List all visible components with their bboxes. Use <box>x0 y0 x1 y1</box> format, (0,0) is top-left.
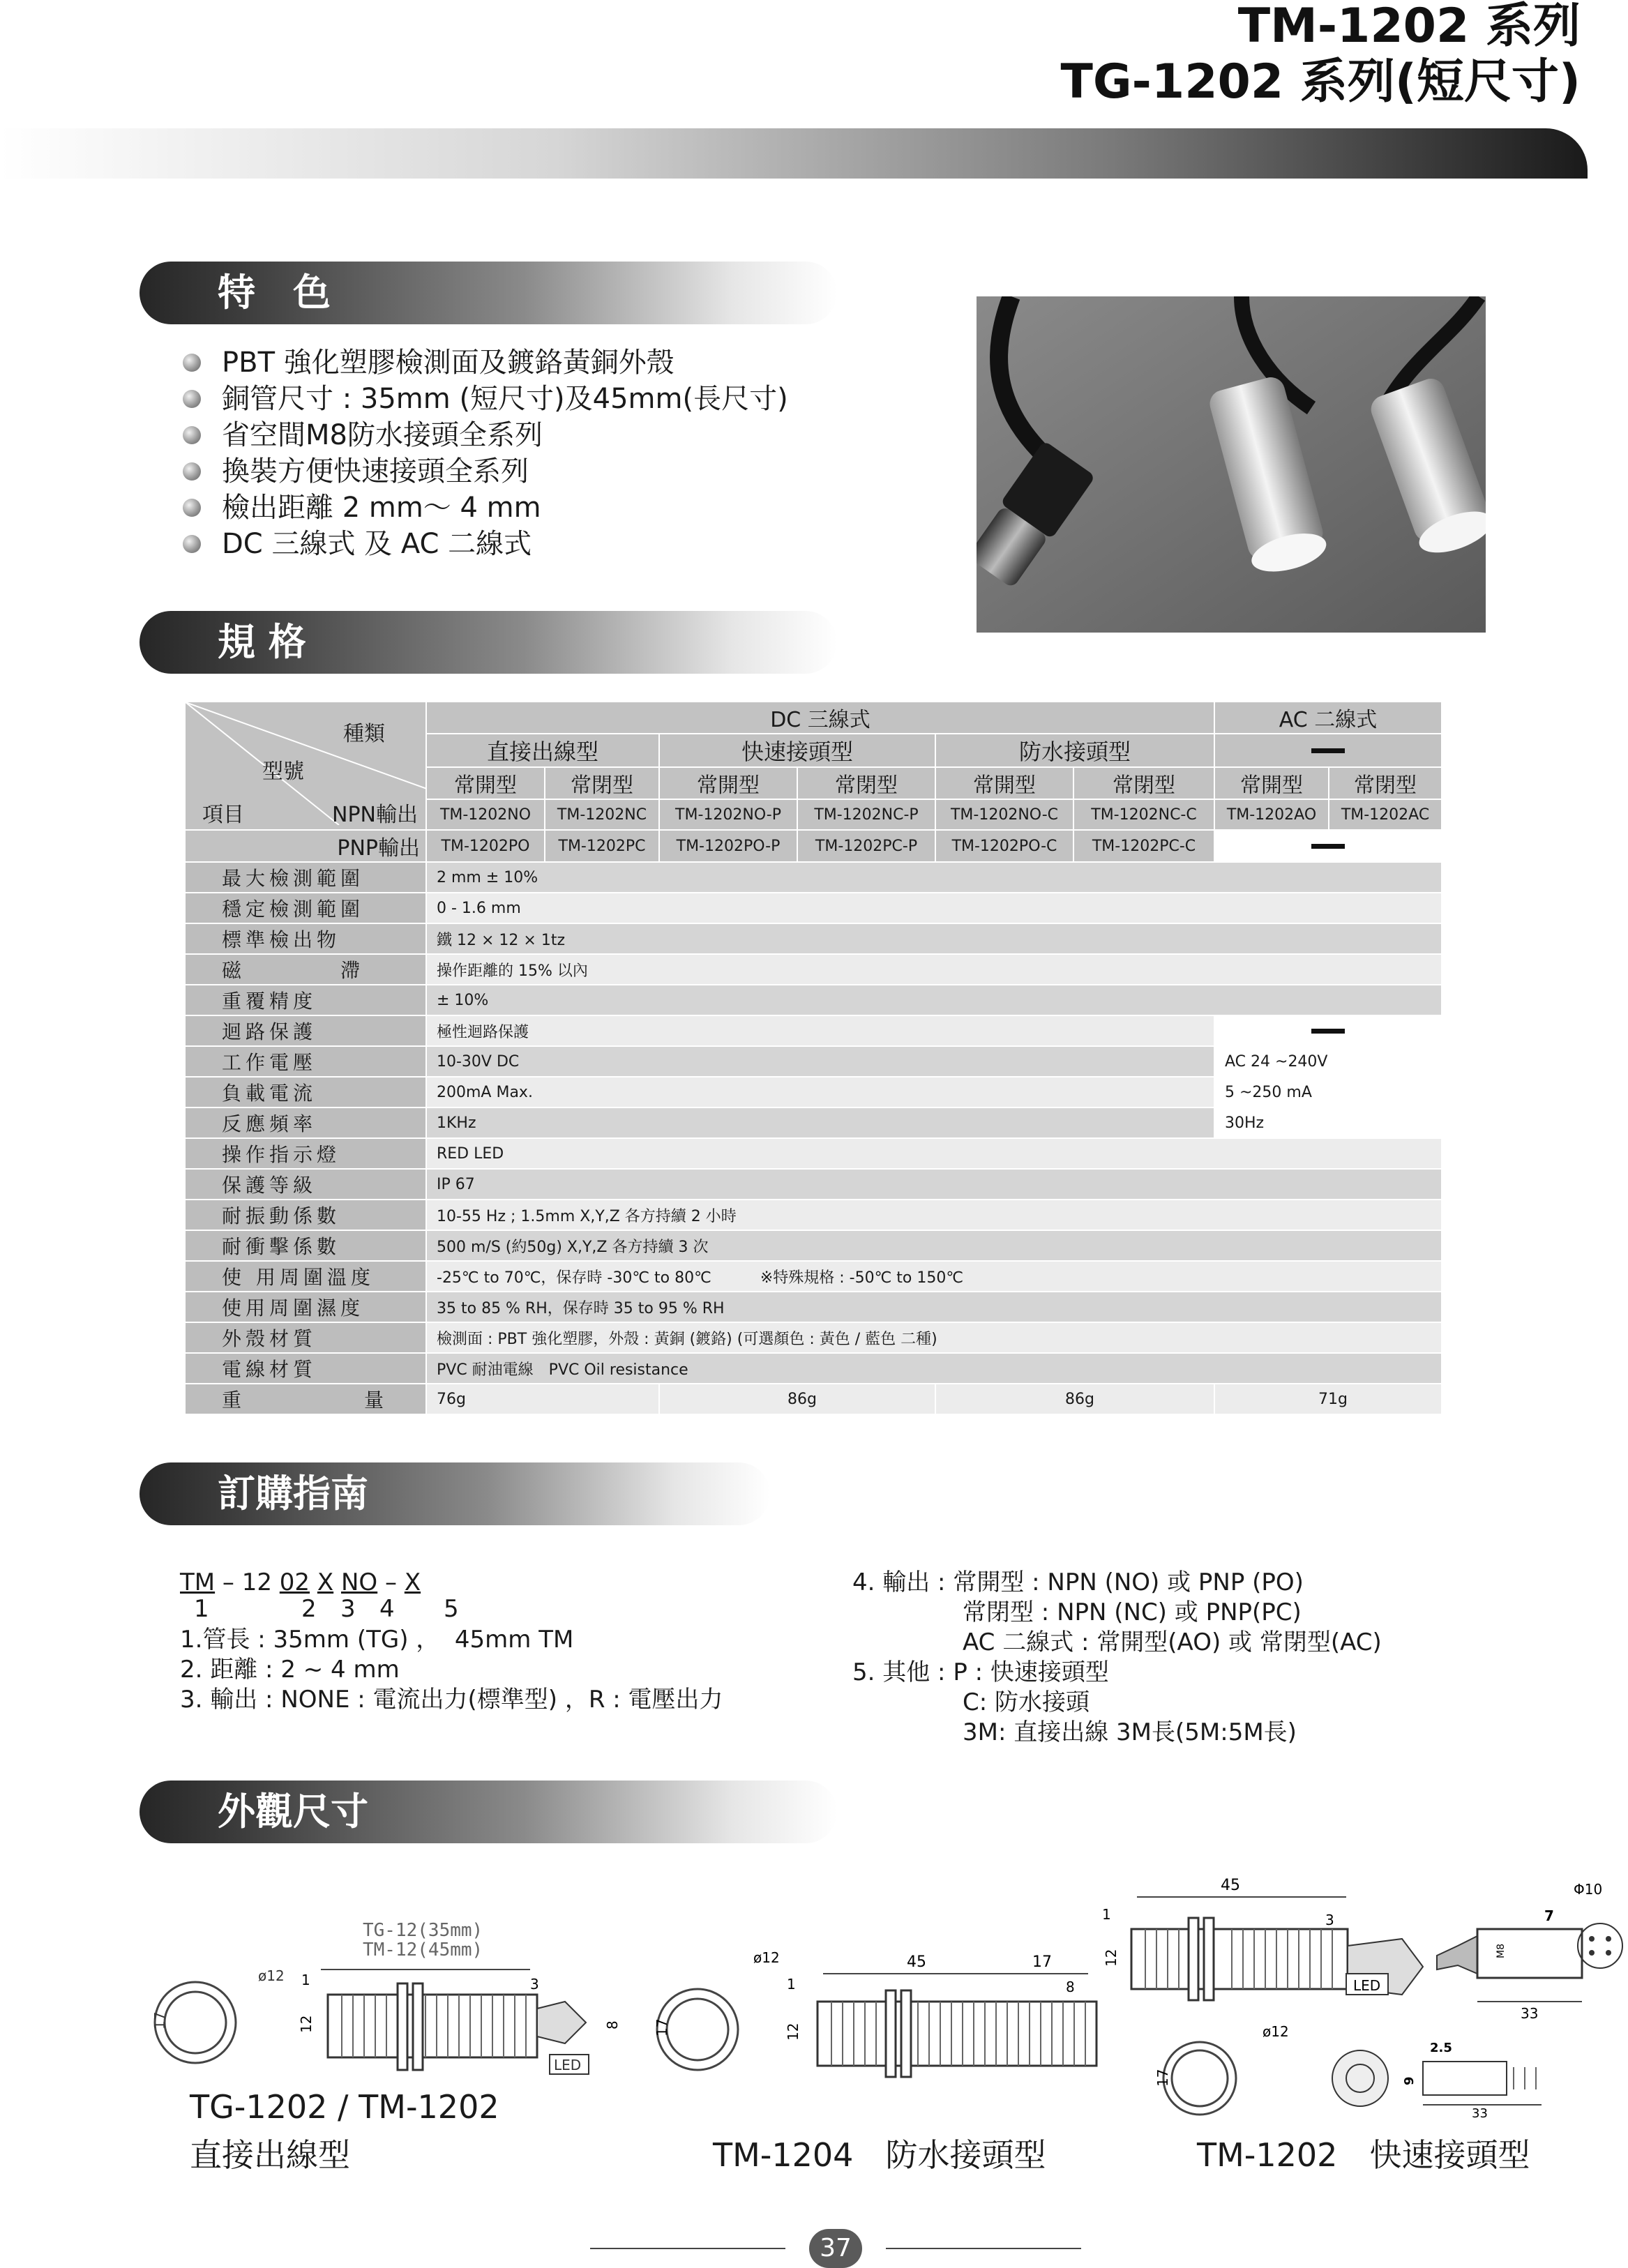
section-specs: 規 格 <box>140 611 837 674</box>
order-line: 3M: 直接出線 3M長(5M:5M長) <box>963 1718 1297 1746</box>
spec-label: 耐衝擊係數 <box>185 1230 426 1261</box>
spec-label: 重 量 <box>185 1384 426 1414</box>
nc-label: 常閉型 <box>1073 767 1214 799</box>
spec-label: 負載電流 <box>185 1077 426 1107</box>
weight-value: 86g <box>659 1384 935 1414</box>
ac-protection-dash <box>1214 1015 1442 1046</box>
product-photo <box>977 296 1486 633</box>
bullet-icon <box>183 426 201 444</box>
spec-value: 35 to 85 % RH，保存時 35 to 95 % RH <box>426 1292 1442 1322</box>
group-quick: 快速接頭型 <box>659 734 935 767</box>
npn-model: TM-1202NC-P <box>797 799 935 830</box>
d1: 1 <box>787 1976 796 1993</box>
ac-na-dash <box>1214 734 1442 767</box>
spec-value: IP 67 <box>426 1169 1442 1200</box>
section-dimensions: 外觀尺寸 <box>140 1781 837 1843</box>
spec-ac-value: 5 ~250 mA <box>1214 1077 1442 1107</box>
order-line: 4. 輸出 : 常開型 : NPN (NO) 或 PNP (PO) <box>852 1568 1304 1596</box>
pnp-model: TM-1202PO-C <box>935 830 1073 862</box>
section-order: 訂購指南 <box>140 1462 770 1525</box>
d12: 12 <box>785 2023 801 2041</box>
order-line: 常閉型 : NPN (NC) 或 PNP(PC) <box>963 1598 1302 1626</box>
m8-label: M8 <box>1495 1944 1507 1958</box>
spec-label: 標準檢出物 <box>185 923 426 954</box>
group-waterproof: 防水接頭型 <box>935 734 1214 767</box>
section-features: 特 色 <box>140 262 837 324</box>
spec-value: PVC 耐油電線 PVC Oil resistance <box>426 1353 1442 1384</box>
weight-value: 76g <box>426 1384 659 1414</box>
npn-model: TM-1202NO-C <box>935 799 1073 830</box>
dc-title: DC 三線式 <box>426 702 1214 734</box>
nc-label: 常閉型 <box>797 767 935 799</box>
d12: 12 <box>1103 1949 1120 1967</box>
order-line: C: 防水接頭 <box>963 1688 1090 1716</box>
spec-label: 保護等級 <box>185 1169 426 1200</box>
phi: Φ10 <box>1574 1881 1603 1898</box>
d17: 17 <box>654 2018 670 2036</box>
feature-item: PBT 強化塑膠檢測面及鍍鉻黃銅外殼 <box>183 345 788 381</box>
pnp-model: TM-1202PC <box>545 830 659 862</box>
spec-value: RED LED <box>426 1138 1442 1169</box>
spec-label: 操作指示燈 <box>185 1138 426 1169</box>
pnp-model: TM-1202PC-P <box>797 830 935 862</box>
feature-item: 省空間M8防水接頭全系列 <box>183 417 788 453</box>
d17: 17 <box>1154 2069 1171 2087</box>
group-direct: 直接出線型 <box>426 734 659 767</box>
spec-label: 使用周圍濕度 <box>185 1292 426 1322</box>
spec-value: 500 m/S (約50g) X,Y,Z 各方持續 3 次 <box>426 1230 1442 1261</box>
no-label: 常開型 <box>659 767 797 799</box>
npn-model: TM-1202NC-C <box>1073 799 1214 830</box>
d3: 3 <box>530 1976 539 1993</box>
order-line: 2. 距離 : 2 ~ 4 mm <box>180 1656 400 1684</box>
order-num: 1 <box>194 1595 209 1623</box>
drawing-waterproof <box>642 1946 1144 2092</box>
drawing-direct-cable <box>140 1911 642 2085</box>
drawing-label: TG-1202 / TM-1202 <box>190 2088 499 2126</box>
spec-note: ※特殊規格 : -50℃ to 150℃ <box>760 1269 964 1287</box>
d1: 1 <box>1102 1906 1111 1923</box>
order-num: 3 <box>340 1595 356 1623</box>
order-line: 5. 其他 : P : 快速接頭型 <box>852 1658 1109 1686</box>
d25: 2.5 <box>1430 2041 1452 2055</box>
header-band <box>0 128 1588 179</box>
d17b: 17 <box>1032 1953 1052 1971</box>
weight-value: 86g <box>935 1384 1214 1414</box>
bullet-icon <box>183 462 201 481</box>
spec-value: 0 - 1.6 mm <box>426 893 1442 923</box>
corner-model: 型號 <box>262 759 304 784</box>
feature-list <box>183 345 788 562</box>
drawing-label: TM-1202 快速接頭型 <box>1197 2136 1530 2174</box>
led-label: LED <box>554 2057 582 2073</box>
weight-value: 71g <box>1214 1384 1442 1414</box>
dia-label: ø12 <box>753 1949 780 1966</box>
d12: 12 <box>298 2015 315 2033</box>
spec-label: 外殼材質 <box>185 1322 426 1353</box>
spec-table <box>184 701 1442 1415</box>
d45: 45 <box>1221 1877 1240 1894</box>
spec-value: 操作距離的 15% 以內 <box>426 954 1442 985</box>
spec-label: 耐振動係數 <box>185 1200 426 1230</box>
spec-value: 10-30V DC <box>426 1046 1214 1077</box>
led-label: LED <box>1353 1977 1381 1994</box>
bullet-icon <box>183 390 201 408</box>
corner-pnp: PNP輸出 <box>185 830 426 862</box>
spec-label: 反應頻率 <box>185 1107 426 1138</box>
spec-label: 磁 滯 <box>185 954 426 985</box>
header-title-line1: TM-1202 系列 <box>1237 0 1581 54</box>
spec-corner <box>185 702 426 830</box>
ac-title: AC 二線式 <box>1214 702 1442 734</box>
spec-label: 使 用周圍溫度 <box>185 1261 426 1292</box>
bullet-icon <box>183 499 201 517</box>
d17: 17 <box>151 2011 168 2029</box>
len-b: TM-12(45mm) <box>363 1940 483 1960</box>
d8: 8 <box>604 2020 621 2029</box>
corner-npn: NPN輸出 <box>332 803 418 827</box>
drawing-quick-connect <box>1095 1869 1625 2120</box>
no-label: 常開型 <box>935 767 1073 799</box>
d33: 33 <box>1521 2005 1539 2022</box>
spec-label: 穩定檢測範圍 <box>185 893 426 923</box>
order-num: 4 <box>379 1595 395 1623</box>
len-a: TG-12(35mm) <box>363 1920 483 1941</box>
npn-model: TM-1202AC <box>1329 799 1442 830</box>
spec-label: 迴路保護 <box>185 1015 426 1046</box>
feature-item: 銅管尺寸 : 35mm (短尺寸)及45mm(長尺寸) <box>183 381 788 417</box>
sensor-photo-icon <box>977 296 1486 633</box>
spec-value: 極性迴路保護 <box>426 1015 1214 1046</box>
order-line: 3. 輸出 : NONE : 電流出力(標準型) ，R : 電壓出力 <box>180 1686 723 1714</box>
pnp-model: TM-1202PC-C <box>1073 830 1214 862</box>
feature-item: 換裝方便快速接頭全系列 <box>183 453 788 490</box>
pnp-model: TM-1202PO <box>426 830 545 862</box>
order-line: AC 二線式 : 常開型(AO) 或 常閉型(AC) <box>963 1628 1382 1656</box>
order-num: 2 <box>301 1595 317 1623</box>
header-title-line2: TG-1202 系列(短尺寸) <box>1060 54 1581 109</box>
d7: 7 <box>1544 1907 1554 1924</box>
spec-label: 最大檢測範圍 <box>185 862 426 893</box>
spec-label: 重覆精度 <box>185 985 426 1015</box>
order-code: TM – 12 02 X NO – X <box>180 1568 421 1596</box>
d9: 9 <box>1402 2076 1417 2085</box>
spec-value: -25℃ to 70℃，保存時 -30℃ to 80℃ ※特殊規格 : -50℃ to 150℃ <box>426 1261 1442 1292</box>
feature-item: 檢出距離 2 mm～ 4 mm <box>183 490 788 526</box>
npn-model: TM-1202AO <box>1214 799 1329 830</box>
order-num: 5 <box>444 1595 459 1623</box>
spec-value: 2 mm ± 10% <box>426 862 1442 893</box>
d1: 1 <box>301 1972 310 1988</box>
npn-model: TM-1202NO-P <box>659 799 797 830</box>
spec-label: 工作電壓 <box>185 1046 426 1077</box>
no-label: 常開型 <box>426 767 545 799</box>
d45: 45 <box>907 1953 926 1971</box>
spec-value: ± 10% <box>426 985 1442 1015</box>
order-line: 1.管長 : 35mm (TG) ， 45mm TM <box>180 1626 574 1654</box>
page-number: 37 <box>809 2229 862 2268</box>
spec-value: 200mA Max. <box>426 1077 1214 1107</box>
dia-label: ø12 <box>1263 2023 1289 2040</box>
nc-label: 常閉型 <box>545 767 659 799</box>
spec-ac-value: 30Hz <box>1214 1107 1442 1138</box>
d8: 8 <box>1066 1979 1075 1995</box>
npn-model: TM-1202NC <box>545 799 659 830</box>
npn-model: TM-1202NO <box>426 799 545 830</box>
drawing-label: TM-1204 防水接頭型 <box>713 2136 1046 2174</box>
spec-value: 10-55 Hz ; 1.5mm X,Y,Z 各方持續 2 小時 <box>426 1200 1442 1230</box>
drawing-label: 直接出線型 <box>190 2136 350 2174</box>
bullet-icon <box>183 535 201 553</box>
d33b: 33 <box>1472 2106 1488 2120</box>
pnp-ac-dash <box>1214 830 1442 862</box>
spec-value: 1KHz <box>426 1107 1214 1138</box>
d3: 3 <box>1325 1912 1334 1928</box>
pnp-model: TM-1202PO-P <box>659 830 797 862</box>
nc-label: 常閉型 <box>1329 767 1442 799</box>
spec-value: 檢測面 : PBT 強化塑膠，外殼 : 黃銅 (鍍鉻) (可選顏色 : 黃色 / 藍色 二種) <box>426 1322 1442 1353</box>
spec-value: 鐵 12 × 12 × 1tz <box>426 923 1442 954</box>
feature-item: DC 三線式 及 AC 二線式 <box>183 526 788 562</box>
corner-item: 項目 <box>202 803 244 827</box>
bullet-icon <box>183 354 201 372</box>
corner-type: 種類 <box>343 722 385 746</box>
spec-ac-value: AC 24 ~240V <box>1214 1046 1442 1077</box>
dia-label: ø12 <box>258 1967 285 1984</box>
no-label: 常開型 <box>1214 767 1329 799</box>
spec-label: 電線材質 <box>185 1353 426 1384</box>
